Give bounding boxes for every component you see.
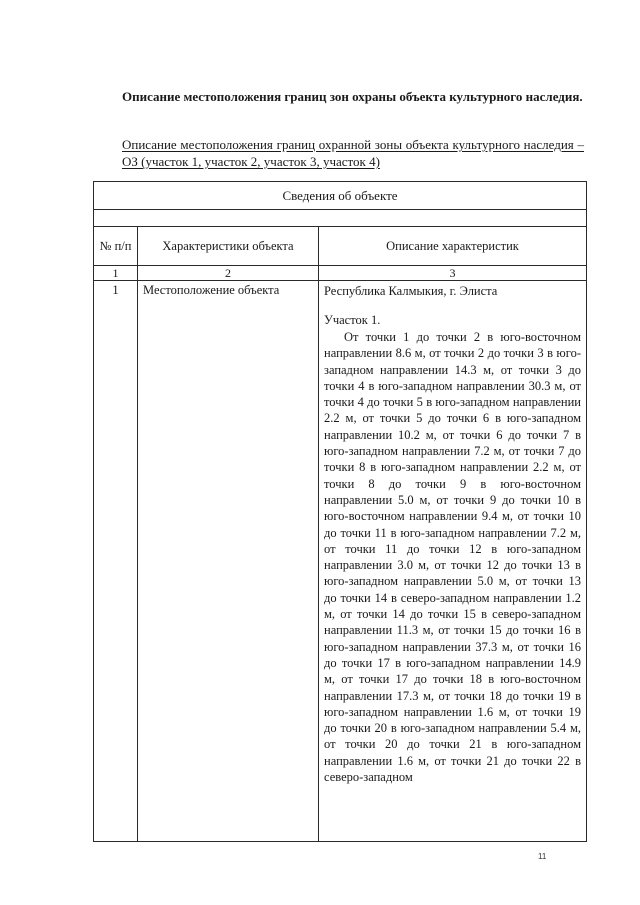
header-characteristic: Характеристики объекта	[138, 227, 319, 266]
table-row	[94, 281, 587, 842]
page-number: 11	[538, 852, 547, 861]
table-blank-row	[94, 210, 587, 227]
section-subheading: Описание местоположения границ охранной зоны объекта культурного наследия – ОЗ (участок 1, участок 2, участок 3, участок 4)	[122, 137, 584, 169]
location-text: Республика Калмыкия, г. Элиста	[324, 284, 498, 298]
object-info-table	[93, 181, 587, 842]
table-caption: Сведения об объекте	[94, 182, 587, 210]
table-header-row	[94, 227, 587, 266]
column-number-2: 2	[138, 266, 319, 281]
section-heading: Описание местоположения границ зон охраны объекта культурного наследия.	[122, 89, 583, 104]
column-number-3: 3	[319, 266, 587, 281]
plot-label: Участок 1.	[324, 313, 381, 327]
header-description: Описание характеристик	[319, 227, 587, 266]
column-number-row	[94, 266, 587, 281]
boundary-description: От точки 1 до точки 2 в юго-восточном направлении 8.6 м, от точки 2 до точки 3 в юго-западном направлении 14.3 м, от точки 3 до точки 4 в юго-западном направлении 30.3 м, от точки 4 до точки 5 в юго-западном направлении 2.2 м, от точки 5 до точки 6 в юго-западном направлении 10.2 м, от точки 6 до точки 7 в юго-западном направлении 7.2 м, от точки 7 до точки 8 в юго-западном направлении 2.2 м, от точки 8 до точки 9 в юго-восточном направлении 5.0 м, от точки 9 до точки 10 в юго-восточном направлении 9.4 м, от точки 10 до точки 11 в юго-западном направлении 7.2 м, от точки 11 до точки 12 в юго-западном направлении 3.0 м, от точки 12 до точки 13 в юго-западном направлении 5.0 м, от точки 13 до точки 14 в северо-западном направлении 1.2 м, от точки 14 до точки 15 в северо-западном направлении 11.3 м, от точки 15 до точки 16 в юго-западном направлении 37.3 м, от точки 16 до точки 17 в юго-западном направлении 14.9 м, от точки 17 до точки 18 в юго-восточном направлении 17.3 м, от точки 18 до точки 19 в юго-западном направлении 1.6 м, от точки 19 до точки 20 в юго-западном направлении 5.4 м, от точки 20 до точки 21 в юго-западном направлении 1.6 м, от точки 21 до точки 22 в северо-западном	[324, 330, 581, 785]
row-characteristic: Местоположение объекта	[138, 281, 319, 842]
row-description-cell	[319, 281, 587, 842]
column-number-1: 1	[94, 266, 138, 281]
row-number: 1	[94, 281, 138, 842]
header-number: № п/п	[94, 227, 138, 266]
